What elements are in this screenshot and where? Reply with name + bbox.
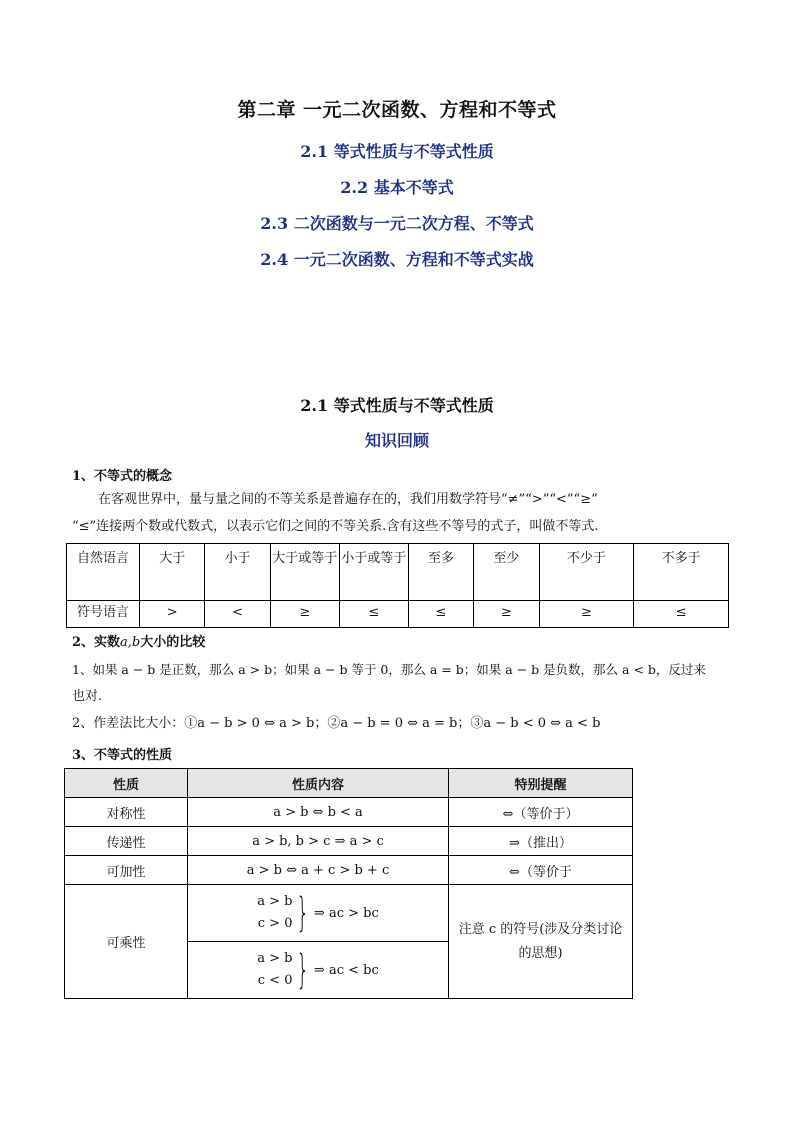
table1-cell: 自然语言 — [67, 544, 140, 601]
table1-cell: > — [140, 601, 205, 628]
inequality-properties-table — [64, 768, 633, 999]
table1-cell: ≤ — [339, 601, 408, 628]
inequality-symbol-table — [66, 543, 729, 628]
part1-heading: 1、不等式的概念 — [72, 469, 173, 484]
table1-cell: ≥ — [270, 601, 339, 628]
table2-header: 性质 — [65, 769, 188, 798]
right-brace-icon: } — [296, 947, 310, 993]
property-content: a > b ⇔ a + c > b + c — [188, 856, 449, 885]
part2-heading-post: 大小的比较 — [140, 635, 206, 650]
table1-cell: ≤ — [408, 601, 473, 628]
table1-cell: 小于 — [205, 544, 270, 601]
part2-item1-line2: 也对. — [72, 689, 103, 704]
chapter-title: 第二章 一元二次函数、方程和不等式 — [237, 99, 557, 121]
table1-cell: 小于或等于 — [339, 544, 408, 601]
part2-heading-vars: a,b — [120, 635, 141, 650]
toc-item-2-3: 2.3 二次函数与一元二次方程、不等式 — [260, 214, 534, 233]
table1-cell: 大于 — [140, 544, 205, 601]
table1-cell: 不多于 — [634, 544, 729, 601]
property-name: 可加性 — [65, 856, 188, 885]
property-note: ⇔（等价于） — [449, 798, 633, 827]
property-name: 对称性 — [65, 798, 188, 827]
property-content: a > b ⇔ b < a — [188, 798, 449, 827]
part2-item1-line1: 1、如果 a − b 是正数，那么 a > b；如果 a − b 等于 0，那么 a = b；如果 a − b 是负数，那么 a < b，反过来 — [72, 662, 706, 677]
toc-item-2-4: 2.4 一元二次函数、方程和不等式实战 — [260, 250, 534, 269]
part1-para-line1: 在客观世界中，量与量之间的不等关系是普遍存在的，我们用数学符号“≠”“>”“<”“≥” — [98, 492, 598, 507]
section-subtitle: 知识回顾 — [364, 431, 429, 450]
table1-cell: 至多 — [408, 544, 473, 601]
table2-header: 特别提醒 — [449, 769, 633, 798]
part1-para-line2: “≤”连接两个数或代数式，以表示它们之间的不等关系.含有这些不等号的式子，叫做不等式. — [72, 519, 599, 534]
table1-cell: 不少于 — [539, 544, 634, 601]
table1-cell: ≥ — [474, 601, 539, 628]
part2-item2: 2、作差法比大小：①a − b > 0 ⇔ a > b；②a − b = 0 ⇔ a = b；③a − b < 0 ⇔ a < b — [72, 716, 601, 731]
property-note: 注意 c 的符号(涉及分类讨论的思想) — [449, 885, 633, 999]
section-title: 2.1 等式性质与不等式性质 — [300, 396, 494, 415]
property-content-case2 — [188, 942, 449, 999]
part3-heading: 3、不等式的性质 — [72, 748, 173, 763]
table1-cell: ≤ — [634, 601, 729, 628]
case2-bottom: c < 0 — [257, 973, 293, 988]
property-content: a > b, b > c ⇒ a > c — [188, 827, 449, 856]
table1-cell: 大于或等于 — [270, 544, 339, 601]
property-note: ⇔（等价于 — [449, 856, 633, 885]
property-note: ⇒（推出） — [449, 827, 633, 856]
case2-top: a > b — [257, 951, 293, 966]
table1-cell: < — [205, 601, 270, 628]
property-name: 传递性 — [65, 827, 188, 856]
case1-result: ⇒ ac > bc — [313, 905, 379, 921]
case1-top: a > b — [257, 894, 293, 909]
property-name: 可乘性 — [65, 885, 188, 999]
table1-cell: ≥ — [539, 601, 634, 628]
case1-bottom: c > 0 — [257, 916, 293, 931]
part2-heading — [72, 631, 205, 650]
table1-cell: 至少 — [474, 544, 539, 601]
property-content-case1 — [188, 885, 449, 942]
right-brace-icon: } — [296, 890, 310, 936]
toc-item-2-1: 2.1 等式性质与不等式性质 — [300, 142, 494, 161]
toc-item-2-2: 2.2 基本不等式 — [340, 178, 454, 197]
case2-result: ⇒ ac < bc — [313, 962, 379, 978]
part2-heading-pre: 2、实数 — [72, 635, 121, 650]
table2-header: 性质内容 — [188, 769, 449, 798]
table1-cell: 符号语言 — [67, 601, 140, 628]
